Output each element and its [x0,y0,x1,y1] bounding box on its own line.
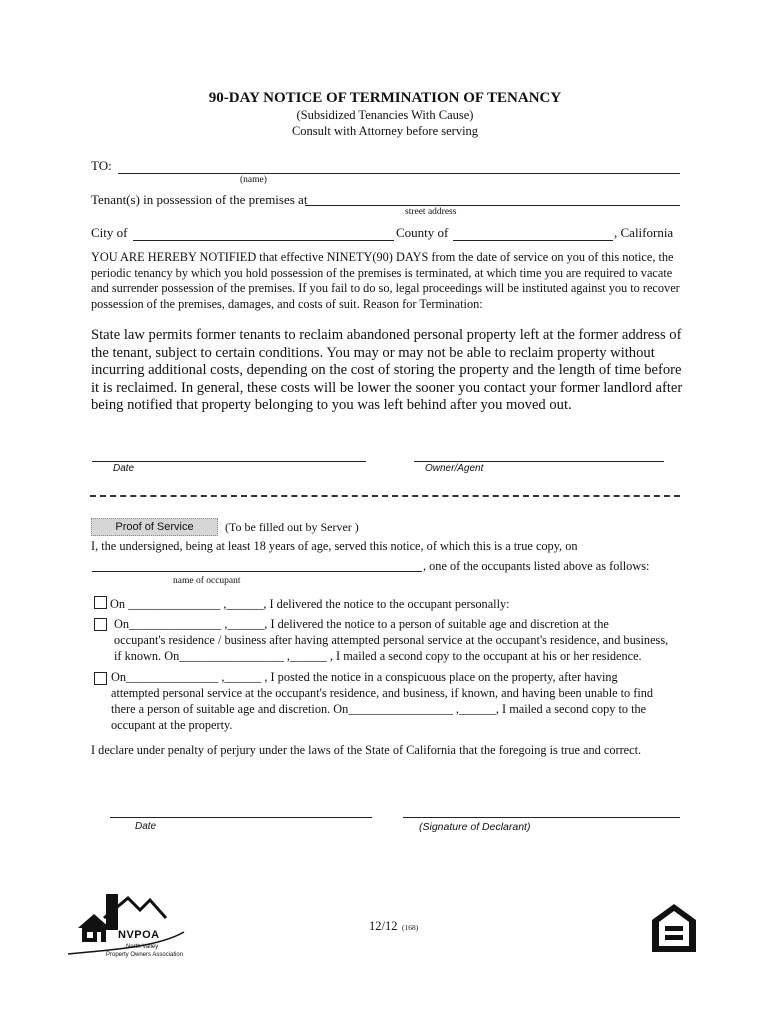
city-field[interactable] [133,240,394,241]
perjury-declaration: I declare under penalty of perjury under the laws of the State of California that the foregoing is true and correct. [91,743,642,757]
premises-label: Tenant(s) in possession of the premises at [91,192,308,207]
date-signature-line[interactable] [92,461,366,462]
date-label-bottom: Date [135,821,157,832]
option-posting-line4: occupant at the property. [111,718,233,732]
page-title: 90-DAY NOTICE OF TERMINATION OF TENANCY [208,90,562,106]
option-posting-line1: On_______________ ,______ , I posted the notice in a conspicuous place on the property, after having [111,670,618,684]
cut-line-divider [90,495,680,497]
declarant-label: (Signature of Declarant) [419,821,531,833]
proof-of-service-button[interactable]: Proof of Service [91,518,218,536]
occupants-suffix: , one of the occupants listed above as follows: [423,559,650,573]
city-label: City of [91,225,128,240]
tenant-name-field[interactable] [118,173,680,174]
owner-agent-label: Owner/Agent [425,463,484,474]
option-posting-line3: there a person of suitable age and discretion. On_________________ ,______, I mailed a second copy to the [111,702,647,716]
reason-for-termination-text: State law permits former tenants to reclaim abandoned personal property left at the former address of the tenant, subject to certain conditions. You may or may not be able to reclaim property without incurring additional costs, depending on the cost of storing the property and the length of time before it is reclaimed. In general, these costs will be lower the sooner you contact your former landlord after being notified that property belonging to you was left behind after you moved out. [91,327,683,413]
substitute-service-checkbox[interactable] [94,618,107,631]
nvpoa-logo [66,888,196,968]
county-field[interactable] [453,240,613,241]
occupant-caption: name of occupant [173,576,241,586]
server-note: (To be filled out by Server ) [225,520,359,534]
option-substitute-line3: if known. On_________________ ,______ , I mailed a second copy to the occupant at his or her residence. [114,649,642,663]
equal-housing-icon [650,902,698,954]
form-code: (168) [402,923,419,932]
notice-paragraph: YOU ARE HEREBY NOTIFIED that effective NINETY(90) DAYS from the date of service on you of this notice, the periodic tenancy by which you hold possession of the premises is terminated, at which time you are required to vacate and surrender possession of the premises. If you fail to do so, legal proceedings will be instituted against you to recover possession of the premises, damages, and costs of suit. Reason for Termination: [91,250,680,311]
personal-delivery-checkbox[interactable] [94,596,107,609]
option-substitute-line1: On_______________ ,______, I delivered the notice to a person of suitable age and discretion at the [114,617,609,631]
service-statement: I, the undersigned, being at least 18 years of age, served this notice, of which this is a true copy, on [91,539,578,553]
option-substitute-line2: occupant's residence / business after having attempted personal service at the occupant's residence, and business, [114,633,669,647]
logo-line2: Property Owners Association [106,952,184,958]
consult-note: Consult with Attorney before serving [291,124,479,138]
option-posting-line2: attempted personal service at the occupant's residence, and business, if known, and having been unable to find [111,686,654,700]
option-personal-delivery: On _______________ ,______, I delivered the notice to the occupant personally: [110,597,510,611]
posting-service-checkbox[interactable] [94,672,107,685]
to-label: TO: [91,158,112,173]
page-subtitle: (Subsidized Tenancies With Cause) [296,108,474,122]
logo-line1: North Valley [126,944,159,950]
form-number: 12/12 [369,919,398,933]
declaration-date-line[interactable] [110,817,372,818]
occupant-name-field[interactable] [92,571,422,572]
street-caption: street address [405,207,457,217]
date-label-top: Date [113,463,135,474]
logo-wordmark: NVPOA [118,929,160,941]
california-label: , California [614,225,674,240]
declarant-signature-line[interactable] [403,817,680,818]
owner-agent-signature-line[interactable] [414,461,664,462]
street-address-field[interactable] [305,205,680,206]
name-caption: (name) [240,175,267,185]
county-label: County of [396,225,449,240]
